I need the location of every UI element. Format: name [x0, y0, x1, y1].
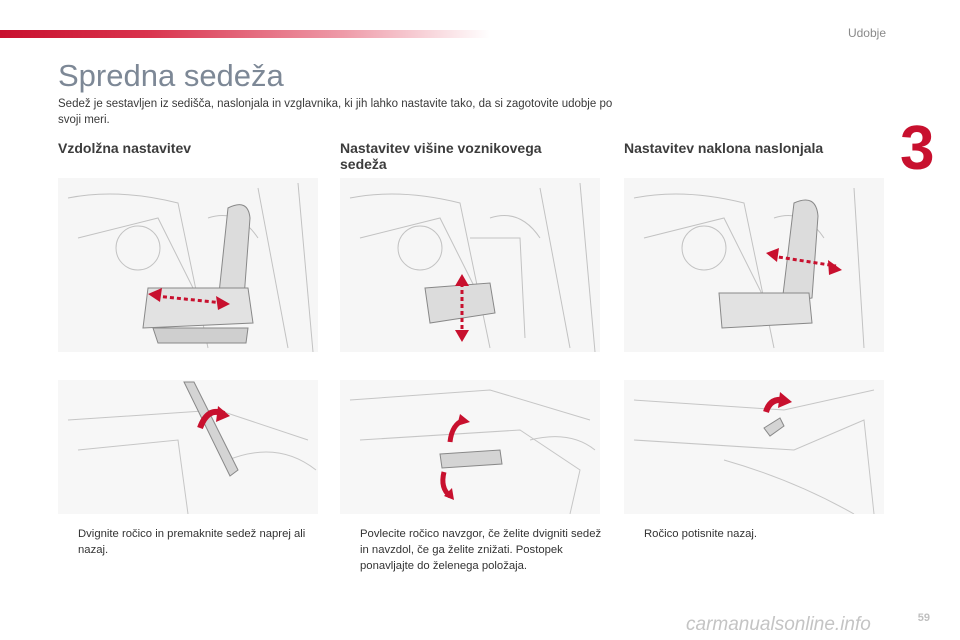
seat-illustration-height — [340, 178, 600, 352]
seat-illustration-recline — [624, 178, 884, 352]
instruction-height: Povlecite ročico navzgor, če želite dvigniti sedež in navzdol, če ga želite znižati. Postopek ponavljajte do želenega položaja. — [360, 528, 602, 572]
chapter-number: 3 — [900, 114, 935, 183]
header-accent-bar — [0, 30, 490, 38]
page-title: Spredna sedeža — [58, 58, 284, 93]
lever-illustration-height — [340, 380, 600, 514]
watermark-text: carmanualsonline.info — [686, 614, 871, 635]
lever-illustration-longitudinal — [58, 380, 318, 514]
seat-illustration-longitudinal — [58, 178, 318, 352]
section-name: Udobje — [847, 26, 886, 40]
instruction-longitudinal: Dvignite ročico in premaknite sedež naprej ali nazaj. — [78, 528, 306, 556]
heading-recline: Nastavitev naklona naslonjala — [624, 140, 824, 156]
heading-height: Nastavitev višine voznikovega sedeža — [340, 140, 542, 172]
heading-longitudinal: Vzdolžna nastavitev — [58, 140, 192, 156]
intro-text: Sedež je sestavljen iz sedišča, naslonjala in vzglavnika, ki jih lahko nastavite tako, da si zagotovite udobje po svoji meri. — [58, 98, 613, 126]
page-number: 59 — [917, 612, 930, 624]
instruction-recline: Ročico potisnite nazaj. — [644, 528, 758, 540]
lever-illustration-recline — [624, 380, 884, 514]
